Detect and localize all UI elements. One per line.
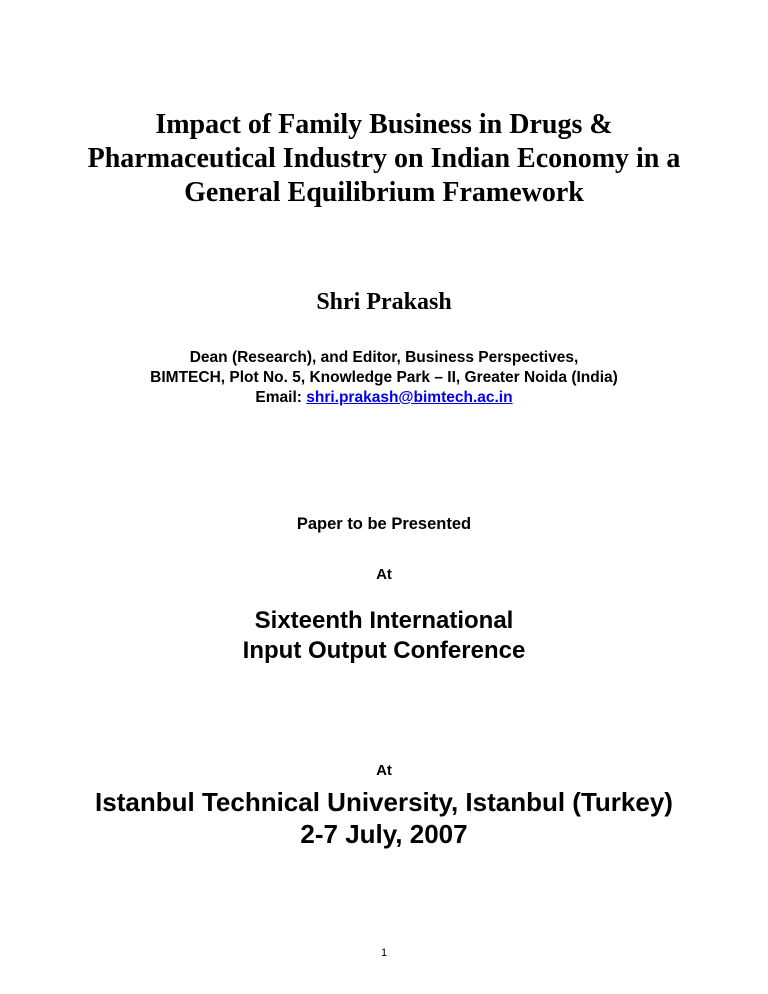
- title-line: Pharmaceutical Industry on Indian Economy in a: [87, 143, 681, 174]
- author-name: Shri Prakash: [316, 289, 452, 315]
- affiliation-line: BIMTECH, Plot No. 5, Knowledge Park – II, Greater Noida (India): [150, 369, 618, 386]
- email-label: Email:: [255, 389, 302, 406]
- at-label: At: [376, 566, 392, 583]
- title-line: Impact of Family Business in Drugs &: [155, 109, 613, 140]
- affiliation-line: Dean (Research), and Editor, Business Perspectives,: [189, 349, 579, 366]
- conference-line: Input Output Conference: [242, 637, 526, 664]
- at-label: At: [376, 762, 392, 779]
- title-line: General Equilibrium Framework: [184, 177, 584, 208]
- page-number: 1: [380, 947, 388, 959]
- venue-date: 2-7 July, 2007: [300, 819, 468, 849]
- venue: [40, 786, 728, 850]
- presented-text: Paper to be Presented: [296, 515, 472, 533]
- author-affiliation: [40, 348, 728, 408]
- paper-title: [40, 108, 728, 210]
- email-link[interactable]: shri.prakash@bimtech.ac.in: [306, 389, 513, 406]
- conference-name: [40, 606, 728, 666]
- email-line: [40, 388, 728, 408]
- conference-line: Sixteenth International: [254, 607, 514, 634]
- venue-line: Istanbul Technical University, Istanbul (Turkey): [95, 787, 673, 817]
